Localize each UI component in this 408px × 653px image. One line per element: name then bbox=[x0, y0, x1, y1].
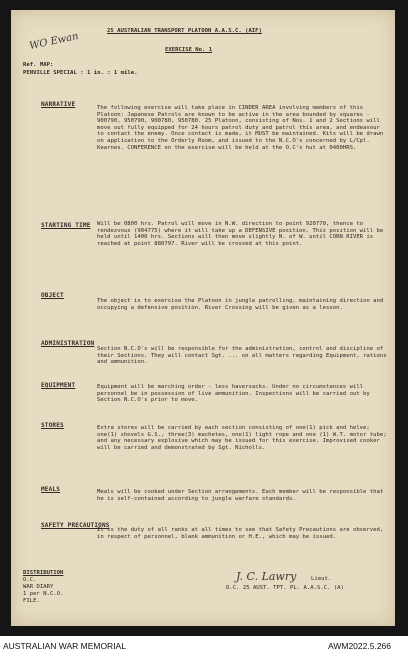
section-heading: NARRATIVE bbox=[41, 101, 76, 108]
signature-unit: O.C. 25 AUST. TPT. PL. A.A.S.C. (A) bbox=[226, 585, 344, 591]
handwritten-annotation: WO Ewan bbox=[28, 30, 80, 53]
section-heading: SAFETY PRECAUTIONS bbox=[41, 522, 110, 529]
distribution-line: O.C. bbox=[23, 577, 37, 583]
ref-map-label: Ref. MAP: bbox=[23, 62, 54, 68]
exercise-number: EXERCISE No. 1 bbox=[165, 47, 213, 53]
distribution-line: FILE. bbox=[23, 598, 40, 604]
section-text: The following exercise will take place in CINDER AREA involving members of this Platoon: Japanese Patrols are known to be active in the area bounded by squares - 900790, 950790, 900780, 950780. 25 Platoon, consisting of Nos. 1 and 2 Sections will move out fully equipped for 24 hours patrol duty and patrol this area, and endeavour to contact the enemy. Once contact is made, it MUST be maintained. Kits will be drawn on application to the Orderly Room, and issued to the N.C.O's concerned by L/Cpl. Kearnes. CONFERENCE on the exercise will be held at the O.C's hut at 0400HRS. bbox=[97, 105, 384, 151]
section-text: Meals will be cooked under Section arrangements. Each member will be responsible that he is self-contained according to jungle warfare standards. bbox=[97, 489, 384, 502]
distribution-line: 1 per N.C.O. bbox=[23, 591, 64, 597]
document-page bbox=[11, 10, 395, 626]
footer-source: AUSTRALIAN WAR MEMORIAL bbox=[3, 641, 126, 651]
section-text: The object is to exercise the Platoon in jungle patrolling, maintaining direction and occupying a defensive position. River Crossing will be given as a lesson. bbox=[97, 298, 384, 311]
section-heading: OBJECT bbox=[41, 292, 64, 299]
footer-accession: AWM2022.5.266 bbox=[328, 641, 391, 651]
section-heading: ADMINISTRATION bbox=[41, 340, 95, 347]
signature: J. C. Lawry bbox=[236, 570, 297, 583]
document-title: 25 AUSTRALIAN TRANSPORT PLATOON A.A.S.C. (AIF) bbox=[107, 28, 262, 34]
section-heading: STORES bbox=[41, 422, 64, 429]
distribution-heading: DISTRIBUTION bbox=[23, 570, 64, 576]
section-heading: STARTING TIME bbox=[41, 222, 91, 229]
section-text: It is the duty of all ranks at all times to see that Safety Precautions are observed, in respect of personnel, blank ammunition or H.E., which may be issued. bbox=[97, 527, 384, 540]
section-text: Section N.C.O's will be responsible for the administration, control and discipline of their Sections. They will contact Sgt. ... on all matters regarding Equipment, rations and ammunition. bbox=[97, 346, 387, 366]
section-heading: EQUIPMENT bbox=[41, 382, 76, 389]
section-text: Equipment will be marching order - less haversacks. Under no circumstances will personnel be in possession of live ammunition. Inspections will be carried out by Section N.C.O's prior to move. bbox=[97, 384, 370, 404]
signature-rank: Lieut. bbox=[311, 576, 332, 582]
map-detail: PENVILLE SPECIAL : 1 in. : 1 mile. bbox=[23, 70, 138, 76]
section-text: Will be 0800 hrs. Patrol will move in N.W. direction to point 920770, thence to rendezvous (904775) where it will take up a DEFENSIVE position. This position will be held until 1400 hrs. Sections will then move slightly N. of W. until CORN RIVER is reached at point 880797. River will be crossed at this point. bbox=[97, 221, 384, 247]
section-text: Extra stores will be carried by each section consisting of one(1) pick and helve; one(1) shovels G.S., three(3) machetes, one(1) light rope and one (1) W.T. motor tube; and any necessary explosive which may be issued for this exercise. Improvised cooker will be carried and demonstrated by Sgt. Nicholls. bbox=[97, 425, 387, 451]
section-heading: MEALS bbox=[41, 486, 61, 493]
distribution-line: WAR DIARY bbox=[23, 584, 54, 590]
